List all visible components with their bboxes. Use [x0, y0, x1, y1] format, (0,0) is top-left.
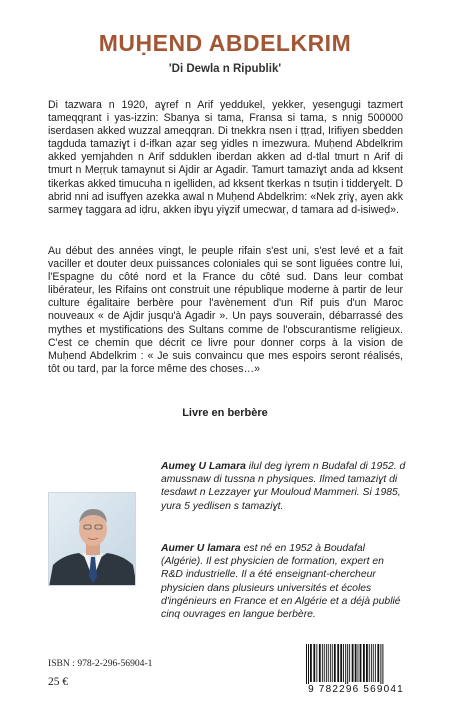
description-berber: Di tazwara n 1920, aɣref n Arif yeddukel, yekker, yesengugi tazmert tameqqrant i yas-izzin: Sbanya si tama, Fransa si tama, s nnig 500000 iserdasen akked wuzzal ameqqran. Di tnekkra nsen i ṭṭṛad, Irifiyen sbedden tagduda tamaziɣt i d-ifkan aẓar seg yidles n imezwura. Muḥend Abdelkrim akked yemjahden n Arif sdduklen iberdan akken ad d-tlal tmurt n Arif di tmurt n Meṛṛuk tamaynut si Ajdir ar Agadir. Tamurt tamaziɣt anda ad kksent tikerkas akked timucuha n igelliden, ad kksent tkerkas n tsuṭin i tidderɣelt. D abrid nni ad isuffɣen azekka awal n Muḥend Abdelkrim: «Nek ẓriɣ, ayen akk sarmeɣ taggara ad iḍru, akken ibɣu yiɣzif umecwaṛ, d tamara ad d-isiweḍ».: [48, 99, 403, 216]
book-subtitle: 'Di Dewla n Ripublik': [168, 63, 282, 75]
barcode-bar: [343, 644, 344, 682]
book-title: MUḤEND ABDELKRIM: [98, 30, 352, 56]
barcode-bar: [349, 644, 350, 682]
barcode-bar: [352, 644, 354, 682]
barcode-bar: [316, 644, 317, 682]
barcode-bar: [373, 644, 374, 682]
barcode-bar: [340, 644, 342, 682]
barcode-bar: [326, 644, 327, 682]
author-name-berber: Aumeɣ U Lamara: [161, 461, 246, 472]
author-bio-french-text: est né en 1952 à Boudafal (Algérie). Il est physicien de formation, expert en R&D industrielle. Il a été enseignant-chercheur physicien dans plusieurs universités et écoles d'ingénieurs en France et en Algérie et a déjà publié cinq ouvrages en langue berbère.: [161, 543, 401, 621]
barcode-bar: [306, 644, 307, 688]
barcode-bar: [322, 644, 323, 682]
barcode-bar: [319, 644, 321, 682]
barcode-bar: [313, 644, 315, 682]
isbn-text: ISBN : 978-2-296-56904-1: [48, 658, 153, 669]
barcode-bar: [380, 644, 381, 688]
barcode-bar: [308, 644, 309, 688]
barcode-bar: [345, 644, 346, 688]
author-bio-berber-text: ilul deg iɣrem n Budafal di 1952. d amussnaw di tussna n physiques. Ilmed tamaziɣt di tesdawt n Lezzayer ɣur Mouloud Mammeri. Si 1985, yura 5 yedlisen s tamaziɣt.: [161, 461, 406, 512]
barcode-bar: [328, 644, 329, 682]
barcode-bar: [330, 644, 331, 682]
author-bio-french: [161, 542, 406, 621]
price-text: 25 €: [48, 676, 69, 688]
barcode-bar: [360, 644, 362, 682]
barcode-bar: [366, 644, 368, 682]
barcode-bar: [358, 644, 359, 682]
barcode-bar: [337, 644, 339, 682]
author-portrait-image: [49, 493, 136, 586]
barcode-digits: 9 782296 569041: [300, 684, 412, 696]
barcode-bar: [371, 644, 372, 682]
barcode-bar: [377, 644, 379, 682]
barcode-bar: [375, 644, 376, 682]
barcode-bar: [332, 644, 333, 682]
author-photo: [48, 492, 136, 586]
language-label: Livre en berbère: [182, 407, 268, 419]
barcode-bar: [382, 644, 383, 688]
barcode-bar: [310, 644, 312, 682]
barcode-bar: [363, 644, 365, 682]
barcode-bar: [369, 644, 370, 682]
barcode-bar: [347, 644, 348, 688]
barcode-bar: [324, 644, 325, 682]
barcode-bar: [355, 644, 357, 682]
description-french: Au début des années vingt, le peuple rifain s'est uni, s'est levé et a fait vaciller et douter deux puissances coloniales qui se sont liguées contre lui, l'Espagne du côté nord et la France du côté sud. Dans leur combat libérateur, les Rifains ont construit une république moderne à partir de leur culture égalitaire berbère pour l'avènement d'un Rif puis d'un Maroc nouveaux « de Ajdir jusqu'à Agadir ». Un pays souverain, débarrassé des mythes et mystifications des Sultans comme de l'obscurantisme religieux. C'est ce chemin que décrit ce livre pour donner corps à la vision de Muḥend Abdelkrim : « Je suis convaincu que mes espoirs seront réalisés, tôt ou tard, par la force même des choses…»: [48, 245, 403, 375]
author-bio-berber: [161, 460, 406, 513]
author-name-french: Aumer U lamara: [161, 543, 241, 554]
barcode-bar: [334, 644, 336, 682]
